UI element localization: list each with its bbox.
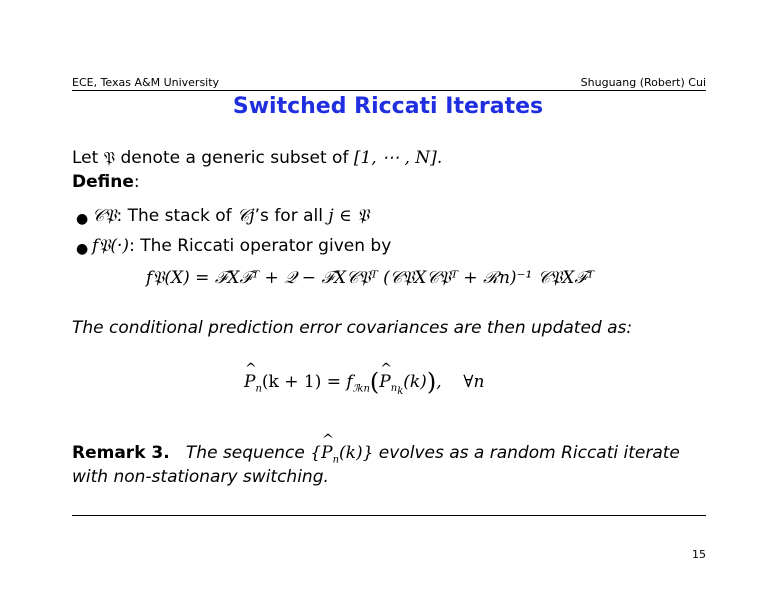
header-author: Shuguang (Robert) Cui bbox=[580, 76, 706, 89]
update-equation: ^ $P_n(k + 1)$ = $f_{ℐkn}(\^{}$ $P_{n_k}(k)$), ∀n bbox=[244, 368, 484, 397]
bullet-dot-1: ● bbox=[76, 211, 89, 227]
eq2-subscript: ℐkn bbox=[352, 383, 370, 395]
eq2-argsub: k bbox=[397, 386, 404, 398]
header-institution: ECE, Texas A&M University bbox=[72, 76, 220, 89]
remark-math: {^ $P_n(k)$} bbox=[310, 443, 373, 463]
remark-line-1 bbox=[72, 443, 680, 465]
frak-p-symbol: 𝔓 bbox=[103, 148, 116, 167]
remark-text-1: The sequence bbox=[185, 443, 311, 463]
p-hat-symbol: ^ P bbox=[244, 372, 255, 392]
define-colon: : bbox=[133, 172, 140, 192]
range-math: [1, ⋯ , N]. bbox=[353, 148, 443, 168]
define-label: Define bbox=[72, 172, 134, 192]
f-p-symbol: f𝔓(·) bbox=[92, 236, 130, 256]
let-text: denote a generic subset of bbox=[115, 148, 354, 168]
remark-line-2: with non-stationary switching. bbox=[72, 467, 329, 487]
bullet-item-2 bbox=[92, 236, 391, 256]
forall-n: ∀n bbox=[463, 372, 485, 392]
eq2-tail: (k) bbox=[403, 372, 427, 392]
bullet-dot-2: ● bbox=[76, 241, 89, 257]
footer-rule bbox=[72, 515, 706, 516]
define-line bbox=[72, 172, 140, 192]
let-prefix: Let bbox=[72, 148, 104, 168]
page-number: 15 bbox=[692, 548, 706, 561]
slide-title: Switched Riccati Iterates bbox=[232, 94, 544, 119]
c-j-symbol: 𝒞j bbox=[236, 206, 255, 226]
remark-label: Remark 3. bbox=[72, 443, 170, 463]
let-line bbox=[72, 148, 442, 168]
j-in-p-math: j ∈ 𝔓 bbox=[328, 206, 370, 226]
c-p-symbol: 𝒞𝔓 bbox=[92, 206, 117, 226]
riccati-equation: f𝔓(X) = ℱXℱᵀ + 𝒬 − ℱX𝒞𝔓ᵀ (𝒞𝔓X𝒞𝔓ᵀ + ℛn)⁻¹ 𝒞𝔓Xℱᵀ bbox=[146, 268, 594, 288]
paragraph-text: The conditional prediction error covariances are then updated as: bbox=[72, 318, 633, 338]
bullet2-text: : The Riccati operator given by bbox=[129, 236, 392, 256]
bullet-item-1 bbox=[92, 206, 369, 226]
bullet1-rest: ’s for all bbox=[254, 206, 329, 226]
bullet1-text: : The stack of bbox=[116, 206, 237, 226]
header-rule bbox=[72, 90, 706, 91]
remark-text-2: evolves as a random Riccati iterate bbox=[373, 443, 680, 463]
p-hat-arg-symbol: ^ P bbox=[379, 372, 390, 392]
